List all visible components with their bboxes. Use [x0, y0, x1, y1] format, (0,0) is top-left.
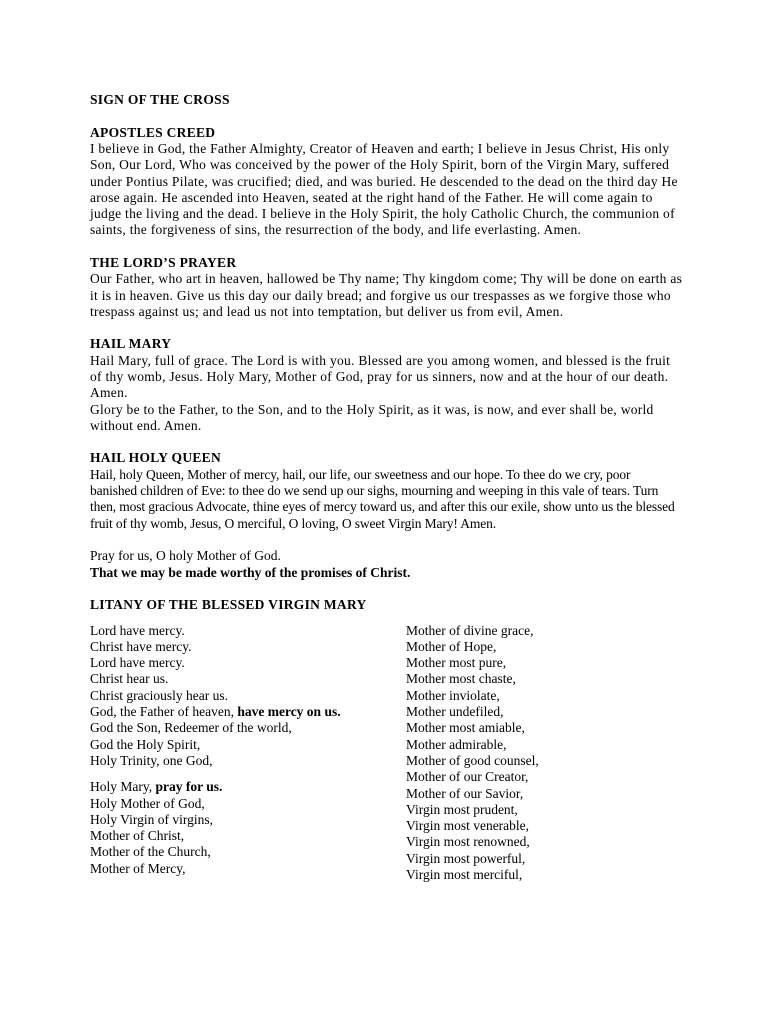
heading-apostles-creed: APOSTLES CREED	[90, 124, 216, 140]
litany-invocation	[90, 844, 406, 860]
spacer	[90, 532, 768, 548]
invocation-text: Holy Mary,	[90, 779, 156, 795]
spacer	[90, 581, 768, 597]
invocation-text: Mother of Christ,	[90, 828, 185, 844]
response-text: That we may be made worthy of the promises of Christ.	[90, 564, 411, 580]
invocation-text: Lord have mercy.	[90, 655, 185, 671]
hail-holy-queen-text: Hail, holy Queen, Mother of mercy, hail, our life, our sweetness and our hope. To thee do we cry, poor banished children of Eve: to thee do we send up our sighs, mourning and weeping in this vale of tears. Turn then, most gracious Advocate, thine eyes of mercy toward us, and after this our exile, show unto us the blessed fruit of thy womb, Jesus, O merciful, O loving, O sweet Virgin Mary! Amen.	[90, 466, 675, 531]
heading-hail-holy-queen: HAIL HOLY QUEEN	[90, 450, 222, 466]
invocation-text: Holy Virgin of virgins,	[90, 811, 213, 827]
invocation-response: have mercy on us.	[237, 704, 341, 720]
heading-litany: LITANY OF THE BLESSED VIRGIN MARY	[90, 597, 367, 613]
litany-invocation	[90, 704, 406, 720]
invocation-text: Holy Trinity, one God,	[90, 752, 213, 768]
invocation-text: Mother of Mercy,	[90, 860, 186, 876]
litany-invocation: Mother admirable,	[406, 736, 507, 752]
invocation-response: pray for us.	[155, 779, 223, 795]
section-lords-prayer	[90, 255, 768, 320]
litany-invocation	[90, 753, 406, 769]
litany-invocation	[90, 655, 406, 671]
heading-sign-of-cross: SIGN OF THE CROSS	[90, 92, 230, 107]
invocation-text: Holy Mother of God,	[90, 795, 205, 811]
litany-columns	[90, 623, 690, 884]
litany-invocation: Mother of our Creator,	[406, 769, 529, 785]
litany-invocation	[90, 812, 406, 828]
litany-invocation: Mother of divine grace,	[406, 622, 534, 638]
litany-invocation: Virgin most renowned,	[406, 834, 530, 850]
litany-left-column	[90, 623, 406, 884]
litany-invocation	[90, 720, 406, 736]
litany-invocation	[90, 639, 406, 655]
spacer	[90, 769, 406, 779]
litany-invocation: Virgin most prudent,	[406, 801, 518, 817]
litany-invocation	[90, 861, 406, 877]
section-hail-mary	[90, 336, 768, 434]
invocation-text: Mother of the Church,	[90, 844, 211, 860]
invocation-text: Christ graciously hear us.	[90, 687, 228, 703]
spacer	[90, 109, 768, 125]
litany-left-group-2	[90, 779, 406, 877]
hail-mary-text: Hail Mary, full of grace. The Lord is with you. Blessed are you among women, and blessed is the fruit of thy womb, Jesus. Holy Mary, Mother of God, pray for us sinners, now and at the hour of our death. Amen.	[90, 352, 671, 401]
glory-be-text: Glory be to the Father, to the Son, and to the Holy Spirit, as it was, is now, and ever shall be, world without end. Amen.	[90, 401, 654, 433]
litany-invocation: Mother most amiable,	[406, 720, 525, 736]
litany-invocation: Mother inviolate,	[406, 687, 500, 703]
apostles-creed-text: I believe in God, the Father Almighty, Creator of Heaven and earth; I believe in Jesus Christ, His only Son, Our Lord, Who was conceived by the power of the Holy Spirit, born of the Virgin Mary, suffered under Pontius Pilate, was crucified; died, and was buried. He descended to the dead on the third day He arose again. He ascended into Heaven, seated at the right hand of the Father. He will come again to judge the living and the dead. I believe in the Holy Spirit, the holy Catholic Church, the communion of saints, the forgiveness of sins, the resurrection of the body, and life everlasting. Amen.	[90, 141, 678, 238]
invocation-text: God the Son, Redeemer of the world,	[90, 720, 292, 736]
section-litany	[90, 597, 768, 883]
litany-invocation	[90, 796, 406, 812]
invocation-text: God the Holy Spirit,	[90, 736, 201, 752]
invocation-text: God, the Father of heaven,	[90, 704, 238, 720]
invocation-text: Lord have mercy.	[90, 622, 185, 638]
litany-invocation: Mother undefiled,	[406, 704, 504, 720]
spacer	[90, 434, 768, 450]
heading-hail-mary: HAIL MARY	[90, 336, 172, 352]
litany-invocation	[90, 828, 406, 844]
litany-right-column	[406, 623, 690, 884]
litany-invocation: Mother most chaste,	[406, 671, 516, 687]
spacer	[90, 239, 768, 255]
section-hail-holy-queen	[90, 450, 768, 581]
litany-invocation	[90, 779, 406, 795]
litany-invocation: Mother most pure,	[406, 655, 507, 671]
spacer	[90, 320, 768, 336]
litany-invocation: Virgin most powerful,	[406, 850, 526, 866]
litany-invocation: Virgin most merciful,	[406, 867, 523, 883]
section-apostles-creed	[90, 125, 768, 239]
litany-invocation	[90, 623, 406, 639]
invocation-text: Christ hear us.	[90, 671, 169, 687]
litany-invocation: Mother of good counsel,	[406, 752, 539, 768]
litany-left-group-1	[90, 623, 406, 770]
litany-invocation	[90, 671, 406, 687]
invocation-text: Christ have mercy.	[90, 638, 192, 654]
litany-invocation: Virgin most venerable,	[406, 818, 530, 834]
litany-invocation	[90, 737, 406, 753]
litany-invocation: Mother of our Savior,	[406, 785, 524, 801]
versicle-text: Pray for us, O holy Mother of God.	[90, 548, 281, 564]
section-sign-of-cross	[90, 92, 768, 109]
lords-prayer-text: Our Father, who art in heaven, hallowed be Thy name; Thy kingdom come; Thy will be done on earth as it is in heaven. Give us this day our daily bread; and forgive us our trespasses as we forgive those who trespass against us; and lead us not into temptation, but deliver us from evil, Amen.	[90, 271, 683, 319]
litany-invocation: Mother of Hope,	[406, 638, 497, 654]
heading-lords-prayer: THE LORD’S PRAYER	[90, 254, 237, 270]
litany-invocation	[90, 688, 406, 704]
